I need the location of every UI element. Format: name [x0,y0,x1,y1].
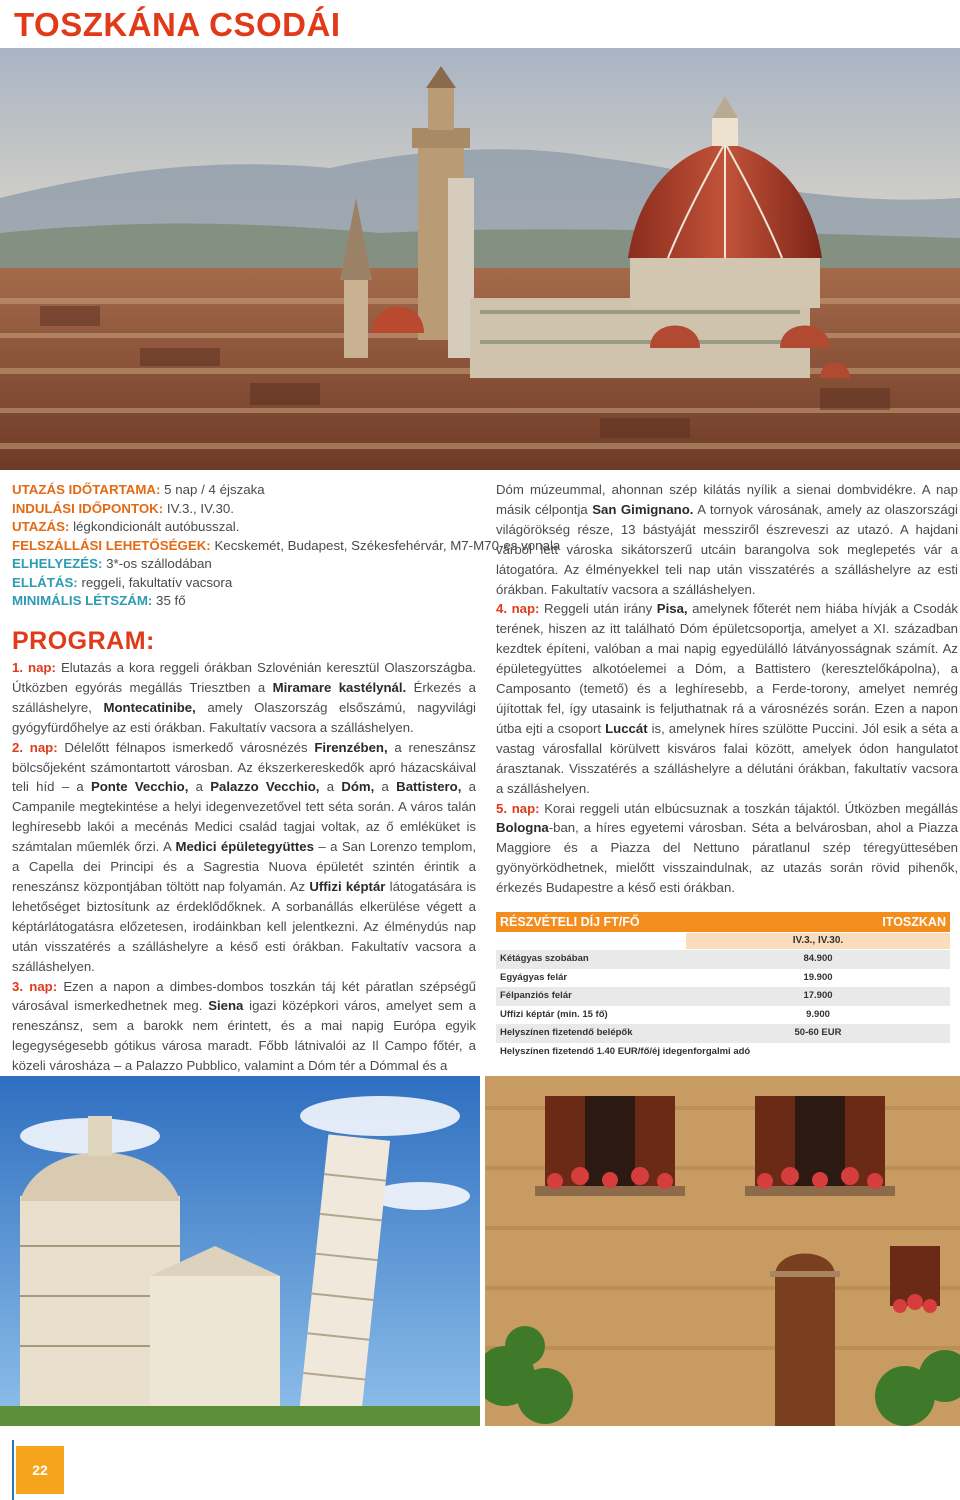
price-row-value: 50-60 EUR [794,1027,842,1039]
price-row-value: 9.900 [806,1008,830,1020]
day2-bold-2: Ponte Vecchio, [90,779,189,795]
day2-bold-5: Battistero, [396,779,462,795]
day4-text-1: Reggeli után irány [539,601,657,617]
day2-text-2: a reneszánsz bölcsőjeként számontartott városban. Az ékszerkereskedők apró házacskáival teli híd – a [12,739,476,795]
day4-label: 4. nap: [496,601,540,617]
board-label: ELLÁTÁS: [12,574,78,590]
day2-text-8: látogatására is lehetőséget biztosítunk az érdeklődőknek. A sorbanállás elkerülése végett a képtárlátogatásra előzetesen, irodáinkban kell jelentkezni. Az élménydús nap után visszatérés a szálláshelyre a késő esti órákban. Fakultatív vacsora a szálláshelyen. [12,878,476,974]
day4-bold-1: Pisa, [656,601,688,617]
day3-text-2-left: igazi középkori város, amelyet sem a reneszánsz, sem a barokk nem érintett, és a mai napig Európa egyik legegységesebb gótikus városa maradt. Főbb látnivalói az Il Campo főtér, a közeli városháza – a Palazzo Pubblico, valamint a Dóm tér a Dómmal és a [12,998,476,1074]
price-row-value: 17.900 [803,990,833,1002]
pisa-photo [0,1076,480,1426]
day2-text-5: a [374,779,397,795]
footer-rule [12,1440,14,1500]
price-row-name: Félpanziós felár [500,990,572,1002]
price-row-name: Uffizi képtár (min. 15 fő) [500,1008,608,1020]
table-row [496,1024,950,1043]
price-row-name: Helyszínen fizetendő 1.40 EUR/fő/éj idegenforgalmi adó [500,1045,751,1057]
tuscan-facade-photo [485,1076,960,1426]
table-row [496,969,950,988]
price-table [496,912,950,1062]
transport-value: légkondicionált autóbusszal. [73,519,240,534]
day3-text-1: Ezen a napon a dimbes-dombos toszkán táj két páratlan szépségű városával ismerkedhetnek meg. [12,978,477,1014]
page-footer [0,1432,960,1500]
board-value: reggeli, fakultatív vacsora [81,574,233,590]
day4-bold-2: Luccát [605,720,648,736]
day5-label: 5. nap: [496,800,540,816]
dates-value: IV.3., IV.30. [166,500,234,516]
table-row [496,1006,950,1025]
pickup-row [12,537,561,556]
day3-label: 3. nap: [12,978,58,994]
day2-text-4: a [319,779,342,795]
price-row-name: Kétágyas szobában [500,953,589,964]
program-heading: PROGRAM: [12,627,155,655]
day1-text-3: amely Olaszország elsőszámú, nagyvilági gyógyfürdőhelye az esti órákban. Fakultatív vacsora a szálláshelyen. [12,699,476,735]
board-row [12,574,482,593]
day2-bold-1: Firenzében, [314,739,388,755]
day2-paragraph [12,738,476,977]
day1-paragraph [12,658,476,738]
dates-label: INDULÁSI IDŐPONTOK: [12,500,164,516]
day3-text-2-right: Dóm múzeummal, ahonnan szép kilátás nyílik a sienai dombvidékre. A nap másik célpontja [496,482,958,517]
day2-label: 2. nap: [12,739,58,755]
page-number: 22 [16,1446,64,1494]
price-row-name: Egyágyas felár [500,971,568,983]
day3-bold-2: San Gimignano. [592,501,694,517]
price-row-value: 19.900 [803,971,833,983]
price-header-left: RÉSZVÉTELI DÍJ FT/FŐ [500,915,640,929]
day4-text-2: amelynek főterét nem hiába hívják a Csodák terének, hiszen az itt található Dóm épületcsoportja, amelyet a XI. században kezdtek építeni, valóban a mai napig egyedülálló látványosságnak számít. Az épületegyüttes alkotóelemei a Dóm, a Battistero (keresztelőkápolna), a Camposanto (temető) és a leghíresebb, a Ferde-torony, amelyet nemrég újítottak fel, így utasaink is feljuthatnak rá a városnézés során. Ezen a napon útba ejti a csoport [496,601,958,736]
day2-text-3: a [188,779,211,795]
day3-paragraph [12,977,476,1077]
table-row [496,987,950,1006]
transport-label: UTAZÁS: [12,519,70,534]
day1-bold-2: Montecatinibe, [103,699,196,715]
day4-text-3: is, amelynek híres szülötte Puccini. Jól esik a séta a vastag városfallal körülvett kisváros falai között, amelyek ódon hangulatot árasztanak. Visszatérés a szálláshelyre a délutáni órákban, fakultatív vacsora a szálláshelyen. [496,720,958,796]
duration-label: UTAZÁS IDŐTARTAMA: [12,482,161,497]
day4-paragraph [496,599,958,798]
day1-bold-1: Miramare kastélynál. [272,679,407,695]
price-header-code: ITOSZKAN [882,915,946,929]
price-column-header: IV.3., IV.30. [686,933,950,949]
program-right-column [496,480,958,898]
day1-text-2: Érkezés a szálláshelyre, [12,679,476,715]
day3-continued [496,480,958,599]
duration-value: 5 nap / 4 éjszaka [164,482,265,497]
min-row [12,592,482,611]
florence-skyline-photo [0,48,960,470]
table-row [496,1043,950,1062]
price-column-header-row [496,932,950,950]
day2-bold-6: Medici épületegyüttes [175,839,314,855]
table-row [496,950,950,969]
transport-row [12,518,482,537]
day3-text-3: A tornyok városának, amely az olaszországi világörökség része, 13 bástyáját messziről észreveszi az utazó. A hajdani várból lett városka sikátorszerű utcáin barangolva sok meglepetés vár a látogatóra. Az élményekkel teli nap után visszatérés a szálláshelyre az esti órákban. Fakultatív vacsora a szálláshelyen. [496,501,958,597]
day2-bold-4: Dóm, [341,779,375,795]
day5-bold-1: Bologna [496,820,549,836]
min-label: MINIMÁLIS LÉTSZÁM: [12,593,153,608]
min-value: 35 fő [156,593,186,608]
dates-row [12,500,482,519]
day3-bold-1: Siena [208,998,244,1014]
day1-text-1: Elutazás a kora reggeli órákban Szlovénián keresztül Olaszországba. Útközben egyórás megállás Triesztben a [12,660,476,695]
day2-text-6: a Campanile megtekintése a helyi idegenvezetővel tett séta során. A város talán leghíresebb lakói a mecénás Medici család tagjai voltak, az ő emléküket is számtalan műemlék őrzi. A [12,779,476,855]
duration-row [12,481,482,500]
accommodation-label: ELHELYEZÉS: [12,556,103,571]
day1-label: 1. nap: [12,660,56,675]
pickup-label: FELSZÁLLÁSI LEHETŐSÉGEK: [12,537,211,553]
price-row-value: 84.900 [803,953,833,964]
page-title: TOSZKÁNA CSODÁI [14,6,341,43]
accommodation-row [12,555,482,574]
price-table-header [496,912,950,932]
day2-text-7: – a San Lorenzo templom, a Capella dei Principi és a Sagrestia Nuova épületét szintén érintik a reneszánsz központjában töltött nap folyamán. Az [12,839,476,894]
day5-paragraph [496,799,958,899]
pickup-value: Kecskemét, Budapest, Székesfehérvár, M7-M70-es vonala [214,537,561,553]
price-row-name: Helyszínen fizetendő belépők [500,1027,633,1039]
day2-text-1: Délelőtt félnapos ismerkedő városnézés [57,739,315,755]
accommodation-value: 3*-os szállodában [106,556,212,571]
day5-text-1: Korai reggeli után elbúcsuznak a toszkán tájaktól. Útközben megállás [539,800,958,816]
day2-bold-3: Palazzo Vecchio, [210,779,320,795]
title-bar [0,0,960,50]
day5-text-2: -ban, a híres egyetemi városban. Séta a belvárosban, ahol a Piazza Maggiore és a Piazza del Nettuno páratlanul szép téregyüttesében gyönyörködhetnek, mielőtt visszaindulnak, az utazás során rövid pihenők, érkezés Budapestre a késő esti órákban. [496,820,958,896]
day2-bold-7: Uffizi képtár [309,878,386,894]
program-left-column [12,658,476,1076]
